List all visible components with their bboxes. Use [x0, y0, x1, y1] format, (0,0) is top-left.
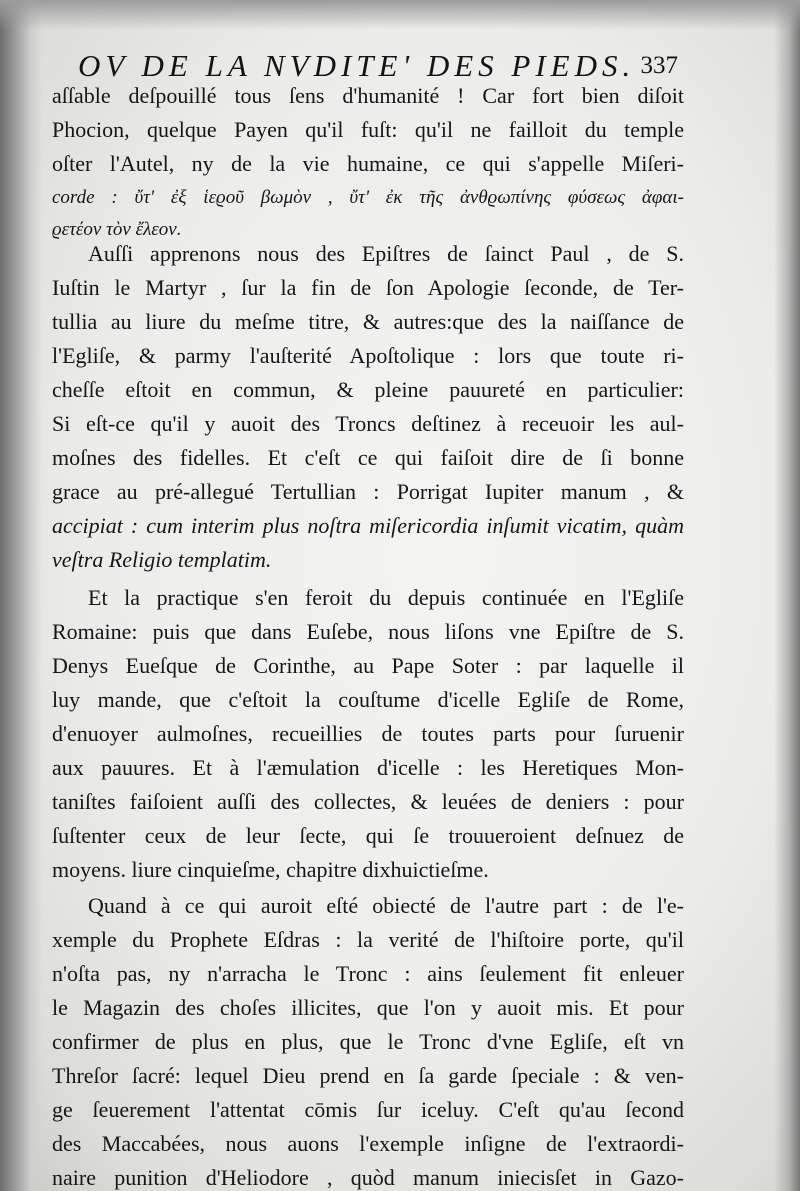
greek-quotation-line: ϱετέον τὸν ἔλεον.: [52, 219, 182, 240]
text-line: ge ſeuerement l'attentat cōmis ſur iceluy. C'eſt qu'au ſecond: [52, 1097, 684, 1122]
text-line: luy mande, que c'eſtoit la couſtume d'icelle Egliſe de Rome,: [52, 687, 684, 712]
text-line: Quand à ce qui auroit eſté obiecté de l'autre part : de l'e-: [88, 893, 684, 918]
text-line: naire punition d'Heliodore , quòd manum iniecisſet in Gazo-: [52, 1165, 684, 1190]
page-number: 337: [640, 52, 678, 79]
text-line: Threſor ſacré: lequel Dieu prend en ſa garde ſpeciale : & ven-: [52, 1063, 684, 1088]
text-line: tullia au liure du meſme titre, & autres:que des la naiſſance de: [52, 309, 684, 334]
text-line: ſuſtenter ceux de leur ſecte, qui ſe trouueroient deſnuez de: [52, 823, 684, 848]
text-line: Denys Eueſque de Corinthe, au Pape Soter : par laquelle il: [52, 653, 684, 678]
text-line: n'oſta pas, ny n'arracha le Tronc : ains ſeulement fit enleuer: [52, 961, 684, 986]
text-line: Iuſtin le Martyr , ſur la fin de ſon Apologie ſeconde, de Ter-: [52, 275, 684, 300]
text-line: Et la practique s'en feroit du depuis continuée en l'Egliſe: [88, 585, 684, 610]
text-line: l'Egliſe, & parmy l'auſterité Apoſtolique : lors que toute ri-: [52, 343, 684, 368]
text-line: le Magazin des choſes illicites, que l'on y auoit mis. Et pour: [52, 995, 684, 1020]
text-line: Si eſt-ce qu'il y auoit des Troncs deſtinez à receuoir les aul-: [52, 411, 684, 436]
text-line: moſnes des fidelles. Et c'eſt ce qui faiſoit dire de ſi bonne: [52, 445, 684, 470]
latin-quotation-line: accipiat : cum interim plus noſtra miſericordia inſumit vicatim, quàm: [52, 513, 684, 538]
running-head: OV DE LA NVDITE' DES PIEDS.: [78, 48, 636, 83]
page-shadow-right: [774, 0, 800, 1191]
text-line: confirmer de plus en plus, que le Tronc d'vne Egliſe, eſt vn: [52, 1029, 684, 1054]
latin-quotation-line: veſtra Religio templatim.: [52, 547, 272, 572]
text-line: cheſſe eſtoit en commun, & pleine pauureté en particulier:: [52, 377, 684, 402]
page-header: [78, 48, 678, 82]
text-line: Phocion, quelque Payen qu'il fuſt: qu'il ne failloit du temple: [52, 117, 684, 142]
text-line: grace au pré-allegué Tertullian : Porrigat Iupiter manum , &: [52, 479, 684, 504]
text-line: taniſtes faiſoient auſſi des collectes, & leuées de deniers : pour: [52, 789, 684, 814]
text-line: oſter l'Autel, ny de la vie humaine, ce qui s'appelle Miſeri-: [52, 151, 684, 176]
text-line: d'enuoyer aulmoſnes, recueillies de toutes parts pour ſuruenir: [52, 721, 684, 746]
page-shadow-left: [0, 0, 42, 1191]
text-line: aux pauures. Et à l'æmulation d'icelle : les Heretiques Mon-: [52, 755, 684, 780]
text-line: des Maccabées, nous auons l'exemple inſigne de l'extraordi-: [52, 1131, 684, 1156]
text-line: Romaine: puis que dans Euſebe, nous liſons vne Epiſtre de S.: [52, 619, 684, 644]
greek-quotation-line: corde : ὔτ' ἐξ ἱεϱοῦ βωμὸν , ὔτ' ἐκ τῆς ἀνθϱωπίνης φύσεως ἀφαι-: [52, 187, 684, 208]
text-line: xemple du Prophete Eſdras : la verité de l'hiſtoire porte, qu'il: [52, 927, 684, 952]
text-line: Auſſi apprenons nous des Epiſtres de ſainct Paul , de S.: [88, 241, 684, 266]
text-line: moyens. liure cinquieſme, chapitre dixhuictieſme.: [52, 857, 489, 882]
text-line: aſſable deſpouillé tous ſens d'humanité ! Car fort bien diſoit: [52, 83, 684, 108]
page-shadow-top: [0, 0, 800, 30]
